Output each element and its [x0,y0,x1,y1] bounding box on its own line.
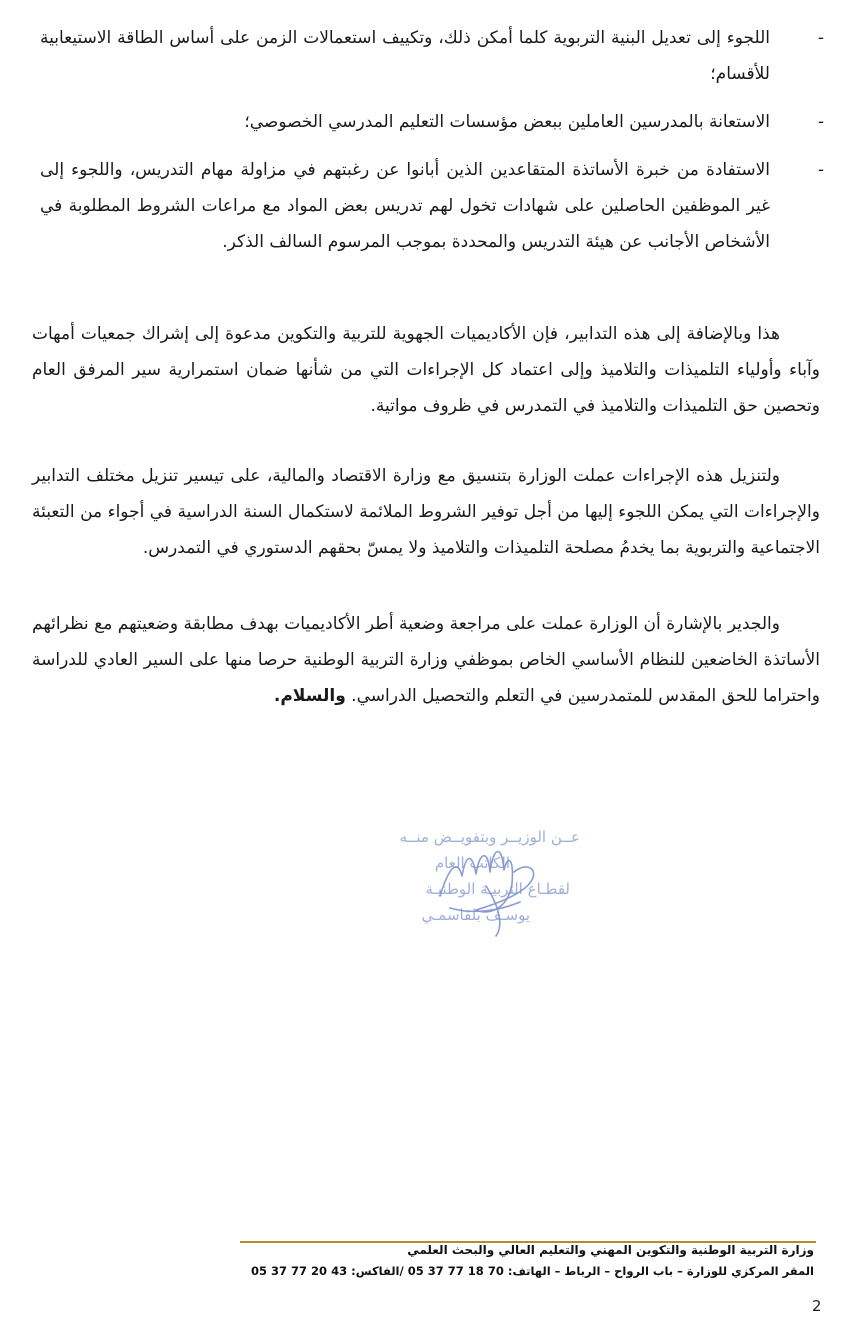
bullet-dash: - [817,160,824,180]
paragraph-academies: هذا وبالإضافة إلى هذه التدابير، فإن الأكاديميات الجهوية للتربية والتكوين مدعوة إلى إشراك جمعيات أمهات وآباء وأولياء التلميذات والتلاميذ وإلى اعتماد كل الإجراءات التي من شأنها ضمان استمرارية سير المرفق العام وتحصين حق التلميذات والتلاميذ في التمدرس في ظروف مواتية. [32,324,820,416]
bullet-text: الاستفادة من خبرة الأساتذة المتقاعدين الذين أبانوا عن رغبتهم في مزاولة مهام التدريس، واللجوء إلى غير الموظفين الحاصلين على شهادات تخول لهم تدريس بعض المواد مع مراعات الشروط المطلوبة في الأشخاص الأجانب عن هيئة التدريس والمحددة بموجب المرسوم السالف الذكر. [40,160,770,252]
paragraph-conclusion-text: والجدير بالإشارة أن الوزارة عملت على مراجعة وضعية أطر الأكاديميات بهدف مطابقة وضعيتهم مع نظرائهم الأساتذة الخاضعين للنظام الأساسي الخاص بموظفي وزارة التربية الوطنية حرصا منها على السير العادي للدراسة واحتراما للحق المقدس للمتمدرسين في التعلم والتحصيل الدراسي. [32,614,820,706]
list-item [40,152,824,260]
list-item [40,20,824,92]
footer-address: المقر المركزي للوزارة – باب الرواح – الرباط – الهاتف: 70 18 77 37 05 /الفاكس: 43 20 77 37 05 [250,1264,814,1278]
page-number: 2 [812,1297,822,1315]
handwritten-signature [300,824,600,954]
bullet-dash: - [817,28,824,48]
measures-list [40,20,824,272]
closing-salutation: والسلام. [273,686,346,706]
signature-line: عــن الوزيــر وبتفويــض منــه [399,828,580,846]
signature-block [300,824,600,954]
bullet-text: الاستعانة بالمدرسين العاملين ببعض مؤسسات التعليم المدرسي الخصوصي؛ [244,112,770,132]
signature-line: الكاتب العام [434,854,510,872]
footer-ministry-name: وزارة التربية الوطنية والتكوين المهني والتعليم العالي والبحث العلمي [407,1243,814,1257]
list-item [40,104,824,140]
paragraph-conclusion [32,606,820,714]
signature-line: يوسـف بلقاسمـي [421,906,530,924]
bullet-dash: - [817,112,824,132]
signature-line: لقطـاع التربيـة الوطنيـة [425,880,570,898]
paragraph-measures: ولتنزيل هذه الإجراءات عملت الوزارة بتنسيق مع وزارة الاقتصاد والمالية، على تيسير تنزيل مختلف التدابير والإجراءات التي يمكن اللجوء إليها من أجل توفير الشروط الملائمة لاستكمال السنة الدراسية في أجواء من التعبئة الاجتماعية والتربوية بما يخدمُ مصلحة التلميذات والتلاميذ ولا يمسّ بحقهم الدستوري في التمدرس. [32,466,820,558]
bullet-text: اللجوء إلى تعديل البنية التربوية كلما أمكن ذلك، وتكييف استعمالات الزمن على أساس الطاقة الاستيعابية للأقسام؛ [40,28,770,84]
